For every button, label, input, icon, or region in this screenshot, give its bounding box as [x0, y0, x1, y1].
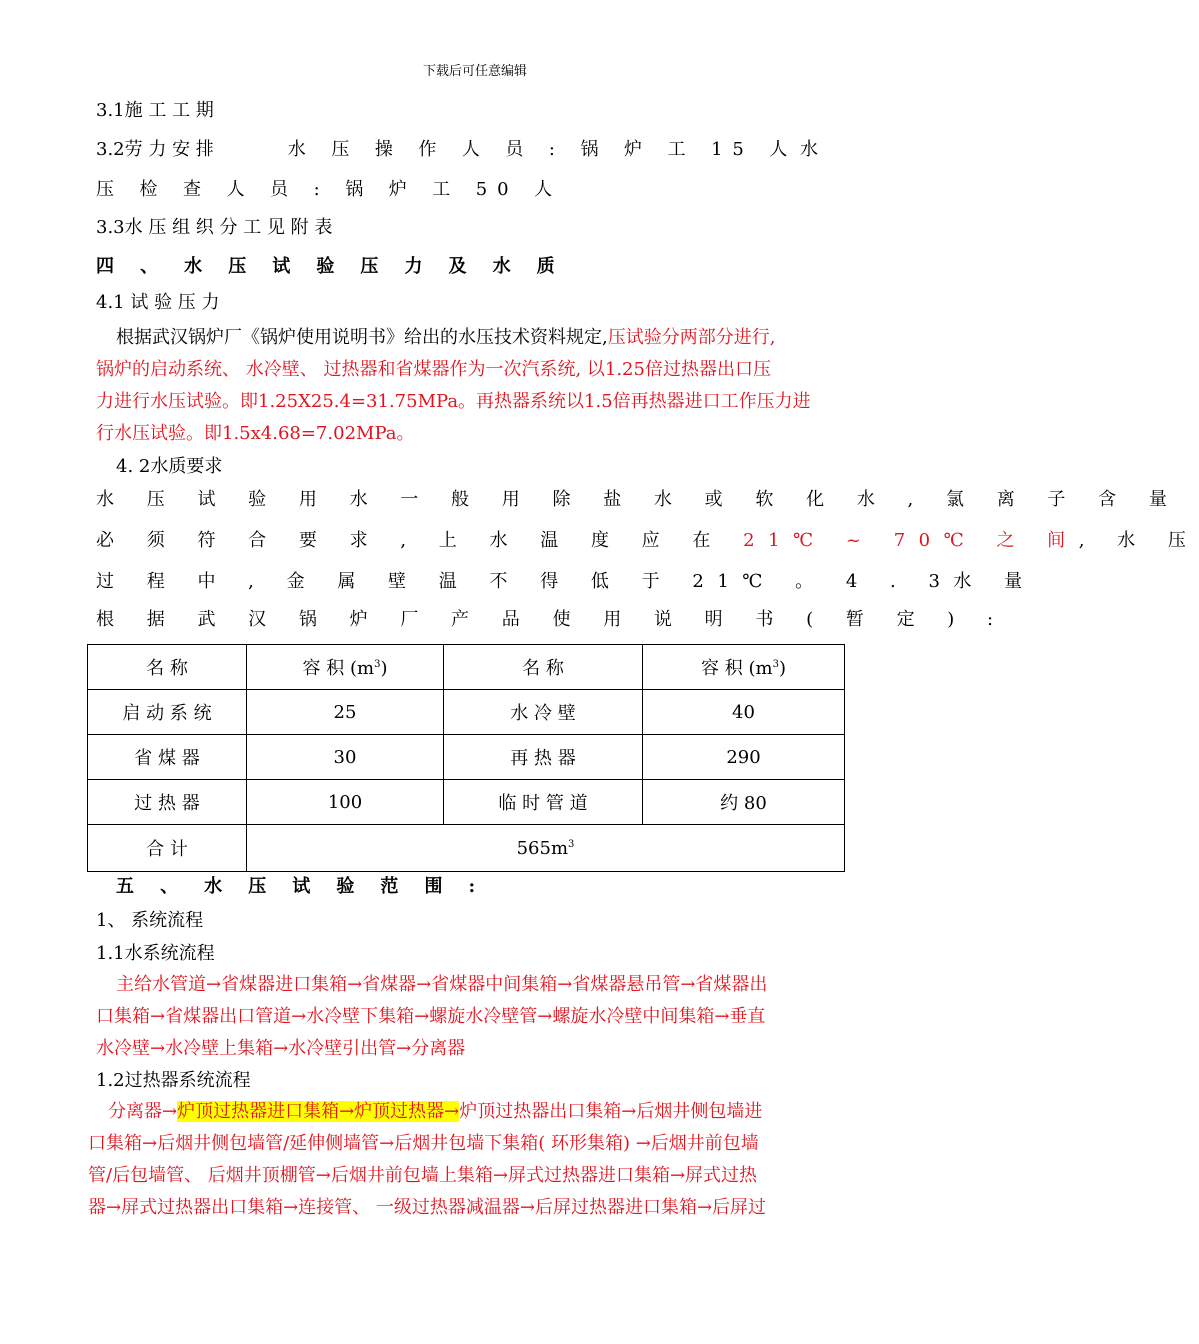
- para-4-1-line3: 力进行水压试验。即1.25X25.4=31.75MPa。再热器系统以1.5倍再热器进口工作压力进: [96, 391, 811, 412]
- line-5-1-1: 1.1水系统流程: [96, 943, 215, 964]
- para-4-1-black: 根据武汉锅炉厂《锅炉使用说明书》给出的水压技术资料规定,: [116, 327, 608, 348]
- table-header-cell: 名 称: [88, 645, 247, 690]
- water-flow-line3: 水冷壁→水冷壁上集箱→水冷壁引出管→分离器: [96, 1038, 466, 1059]
- superheater-flow-line2: 口集箱→后烟井侧包墙管/延伸侧墙管→后烟井包墙下集箱( 环形集箱) →后烟井前包墙: [88, 1133, 759, 1154]
- line-5-1-2: 1.2过热器系统流程: [96, 1070, 251, 1091]
- para-4-1-line1: [116, 327, 775, 349]
- table-cell: 约 80: [643, 780, 845, 825]
- para-4-2-line2: [96, 530, 1199, 552]
- table-row: [88, 780, 845, 825]
- table-cell: 再 热 器: [444, 735, 643, 780]
- table-header-cell: 容 积 $(m^3)$: [247, 645, 444, 690]
- line-3-2-tail: 水: [800, 139, 818, 160]
- table-cell: 临 时 管 道: [444, 780, 643, 825]
- table-cell: 过 热 器: [88, 780, 247, 825]
- table-header-cell: 名 称: [444, 645, 643, 690]
- table-header-cell: 容 积 $(m^3)$: [643, 645, 845, 690]
- table-cell: 25: [247, 690, 444, 735]
- para-4-1-red-start: 压试验分两部分进行,: [607, 327, 776, 348]
- para-4-1-line2: 锅炉的启动系统、 水冷壁、 过热器和省煤器作为一次汽系统, 以1.25倍过热器出口压: [96, 359, 771, 380]
- table-cell: 100: [247, 780, 444, 825]
- table-cell: 30: [247, 735, 444, 780]
- table-total-row: [88, 825, 845, 872]
- table-cell: 水 冷 壁: [444, 690, 643, 735]
- superheater-flow-line3: 管/后包墙管、 后烟井顶棚管→后烟井前包墙上集箱→屏式过热器进口集箱→屏式过热: [88, 1165, 758, 1186]
- page-header: 下载后可任意编辑: [422, 64, 527, 79]
- line-3-2: [96, 139, 797, 161]
- line-3-2-operators: 水 压 操 作 人 员 : 锅 炉 工 15 人: [287, 139, 798, 160]
- para-4-2-line3: 过 程 中 , 金 属 壁 温 不 得 低 于 21℃ 。 4 . 3水 量: [96, 571, 1036, 592]
- line-3-2-label: 3.2劳 力 安 排: [96, 139, 214, 160]
- line-4-1: 4.1 试 验 压 力: [96, 292, 220, 313]
- line-5-1: 1、 系统流程: [96, 910, 204, 931]
- water-flow-line1: 主给水管道→省煤器进口集箱→省煤器→省煤器中间集箱→省煤器悬吊管→省煤器出: [116, 974, 768, 995]
- line-3-2-inspectors: 压 检 查 人 员 : 锅 炉 工 50 人: [96, 179, 562, 200]
- line-4-2: 4. 2水质要求: [116, 456, 223, 477]
- water-flow-line2: 口集箱→省煤器出口管道→水冷壁下集箱→螺旋水冷壁管→螺旋水冷壁中间集箱→垂直: [96, 1006, 766, 1027]
- section-5-title: 五 、 水 压 试 验 范 围 :: [116, 876, 486, 897]
- water-temp-range: 21℃ ~ 70℃ 之 间: [743, 530, 1079, 551]
- para-4-2-text: 必 须 符 合 要 求 , 上 水 温 度 应 在: [96, 530, 724, 551]
- para-4-2-line1: 水 压 试 验 用 水 一 般 用 除 盐 水 或 软 化 水 , 氯 离 子 含 量: [96, 489, 1181, 510]
- para-4-1-line4: 行水压试验。即1.5x4.68=7.02MPa。: [96, 423, 415, 444]
- line-3-1: 3.1施 工 工 期: [96, 100, 214, 121]
- table-cell: 启 动 系 统: [88, 690, 247, 735]
- table-header-row: [88, 645, 845, 690]
- table-cell: 290: [643, 735, 845, 780]
- superheater-flow-line1: 分离器→炉顶过热器进口集箱→炉顶过热器→炉顶过热器出口集箱→后烟井侧包墙进: [108, 1101, 763, 1122]
- table-row: [88, 735, 845, 780]
- para-4-3: 根 据 武 汉 锅 炉 厂 产 品 使 用 说 明 书 ( 暂 定 ) :: [96, 609, 1007, 630]
- superheater-flow-line4: 器→屏式过热器出口集箱→连接管、 一级过热器减温器→后屏过热器进口集箱→后屏过: [88, 1197, 767, 1218]
- table-cell: 省 煤 器: [88, 735, 247, 780]
- volume-table: [87, 644, 845, 872]
- table-cell: 40: [643, 690, 845, 735]
- line-3-3: 3.3水 压 组 织 分 工 见 附 表: [96, 217, 333, 238]
- section-4-title: 四 、 水 压 试 验 压 力 及 水 质: [96, 256, 565, 277]
- table-total-label: 合 计: [88, 825, 247, 872]
- table-row: [88, 690, 845, 735]
- para-4-2-text-tail: , 水 压: [1078, 530, 1199, 551]
- table-total-value: $565m^3$: [247, 825, 845, 872]
- highlighted-text: 炉顶过热器进口集箱→炉顶过热器→: [177, 1101, 460, 1122]
